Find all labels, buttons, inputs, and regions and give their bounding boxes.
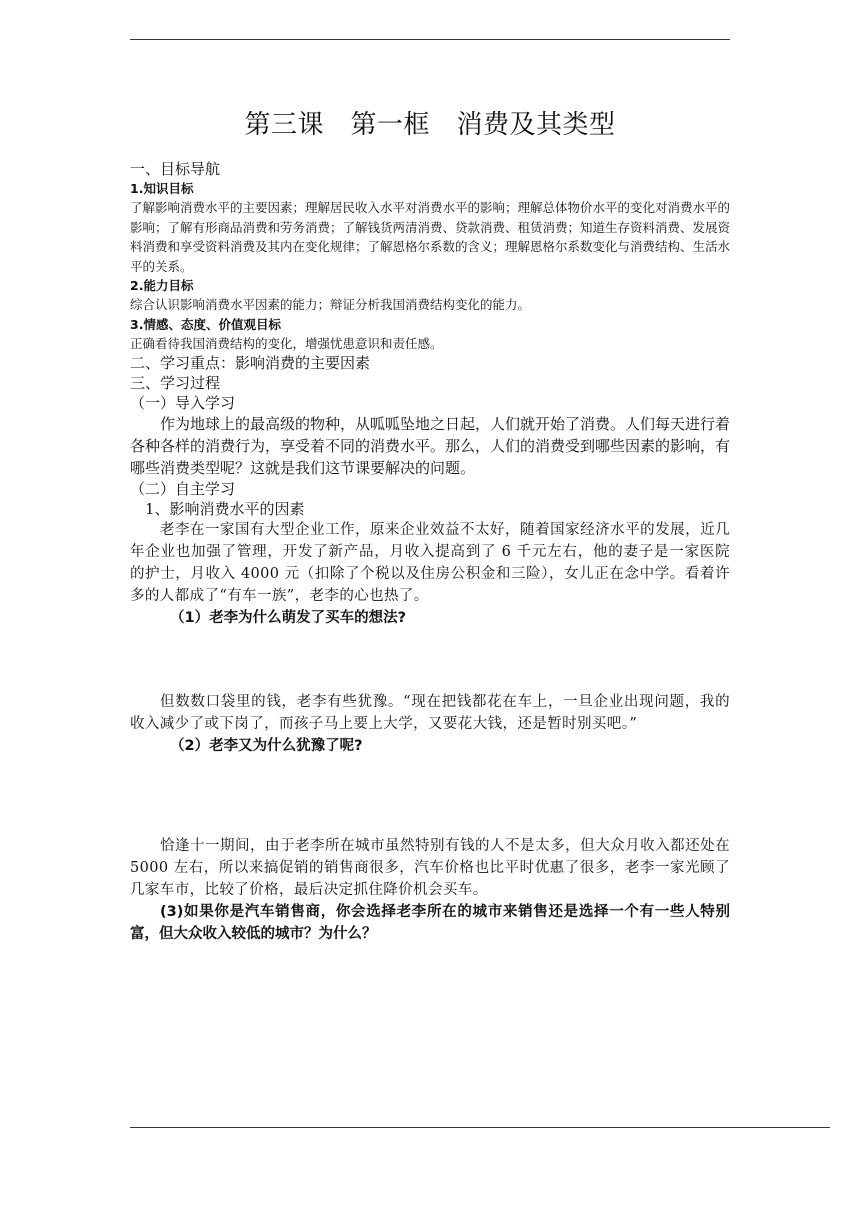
factor-heading: 1、影响消费水平的因素 [145, 500, 305, 518]
ability-goal-text: 综合认识影响消费水平因素的能力；辩证分析我国消费结构变化的能力。 [130, 297, 531, 312]
section1-heading: 一、目标导航 [130, 160, 221, 178]
question-3: (3)如果你是汽车销售商，你会选择老李所在的城市来销售还是选择一个有一些人特别富，但大众收入较低的城市？为什么？ [130, 904, 730, 942]
answer-space-2 [130, 757, 730, 835]
section2-heading: 二、学习重点：影响消费的主要因素 [130, 354, 371, 372]
emotion-goal-label: 3.情感、态度、价值观目标 [130, 316, 281, 332]
story-paragraph-3: 恰逢十一期间，由于老李所在城市虽然特别有钱的人不是太多，但大众月收入都还处在 5000 左右，所以来搞促销的销售商很多，汽车价格也比平时优惠了很多，老李一家光顾了几家车市，比较了价格，最后决定抓住降价机会买车。 [130, 838, 730, 898]
answer-space-1 [130, 629, 730, 691]
emotion-goal-text: 正确看待我国消费结构的变化，增强忧患意识和责任感。 [130, 335, 443, 351]
section3-heading: 三、学习过程 [130, 374, 221, 392]
header-rule [130, 39, 730, 40]
document-body [130, 100, 730, 945]
footer-rule [130, 1127, 830, 1128]
self-study-heading: （二）自主学习 [130, 480, 236, 498]
story-paragraph-1: 老李在一家国有大型企业工作，原来企业效益不太好，随着国家经济水平的发展，近几年企业也加强了管理，开发了新产品，月收入提高到了 6 千元左右，他的妻子是一家医院的护士，月收入 4000 元（扣除了个税以及住房公积金和三险），女儿正在念中学。看着许多的人都成了“有车一族”，老李的心也热了。 [130, 522, 730, 604]
page-title: 第三课 第一框 消费及其类型 [244, 110, 616, 140]
intro-heading: （一）导入学习 [130, 394, 236, 412]
story-paragraph-2: 但数数口袋里的钱，老李有些犹豫。“现在把钱都花在车上，一旦企业出现问题，我的收入减少了或下岗了，而孩子马上要上大学，又要花大钱，还是暂时别买吧。” [130, 694, 730, 732]
question-1: （1）老李为什么萌发了买车的想法? [170, 610, 406, 626]
question-2: （2）老李又为什么犹豫了呢? [170, 738, 363, 754]
ability-goal-label: 2.能力目标 [130, 278, 194, 293]
knowledge-goal-text: 了解影响消费水平的主要因素；理解居民收入水平对消费水平的影响；理解总体物价水平的变化对消费水平的影响；了解有形商品消费和劳务消费；了解钱货两清消费、贷款消费、租赁消费；知道生存资料消费、发展资料消费和享受资料消费及其内在变化规律；了解恩格尔系数的含义；理解恩格尔系数变化与消费结构、生活水平的关系。 [130, 200, 731, 274]
intro-paragraph: 作为地球上的最高级的物种，从呱呱坠地之日起，人们就开始了消费。人们每天进行着各种各样的消费行为，享受着不同的消费水平。那么，人们的消费受到哪些因素的影响，有哪些消费类型呢？这就是我们这节课要解决的问题。 [130, 415, 731, 477]
knowledge-goal-label: 1.知识目标 [130, 181, 194, 196]
